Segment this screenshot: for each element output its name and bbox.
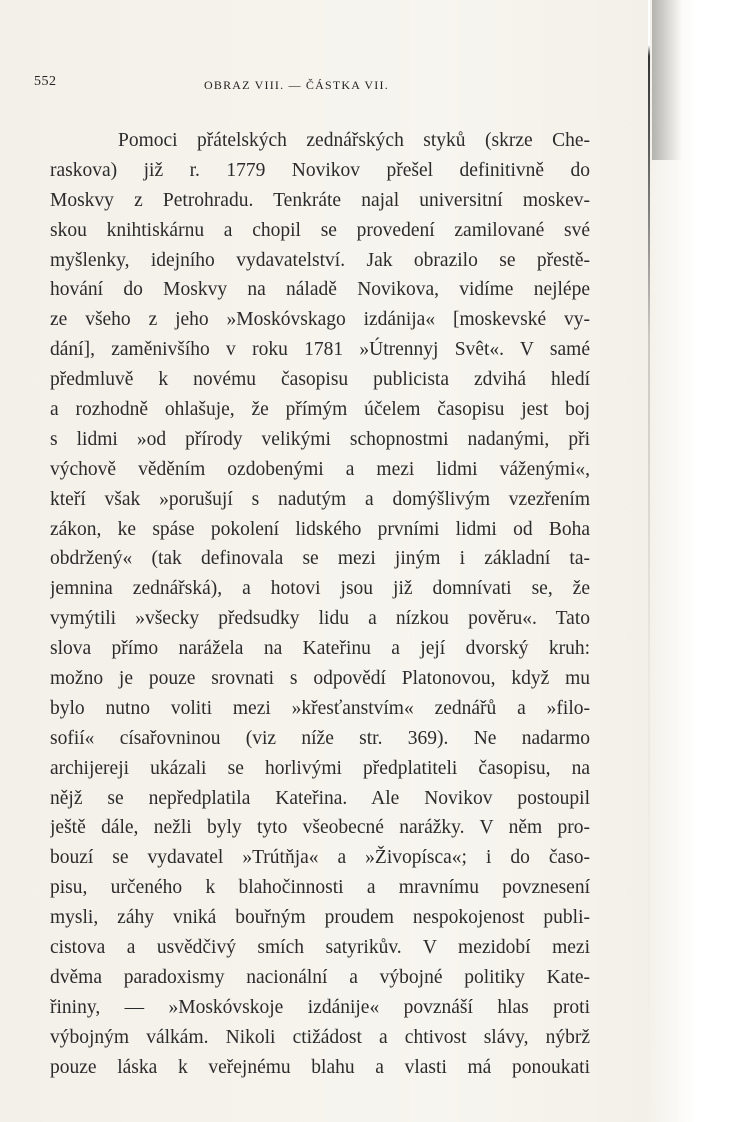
text-line: pisu, určeného k blahočinnosti a mravnímu povznesení xyxy=(50,877,590,899)
text-line: skou knihtiskárnu a chopil se provedení zamilované své xyxy=(50,219,590,241)
text-line: výbojným válkám. Nikoli ctižádost a chtivost slávy, nýbrž xyxy=(50,1026,590,1048)
text-line: ze všeho z jeho »Moskóvskago izdánija« [moskevské vy- xyxy=(50,309,590,331)
text-line: hování do Moskvy na náladě Novikova, vidíme nejlépe xyxy=(50,279,590,301)
text-line: kteří však »porušují s nadutým a domýšlivým vzezřením xyxy=(50,488,590,510)
text-line: bylo nutno voliti mezi »křesťanstvím« zednářů a »filo- xyxy=(50,697,590,719)
page-fold-line xyxy=(648,0,650,1122)
text-line: vymýtili »všecky předsudky lidu a nízkou pověru«. Tato xyxy=(50,608,590,630)
text-line: výchově věděním ozdobenými a mezi lidmi váženými«, xyxy=(50,458,590,480)
text-line: jemnina zednářská), a hotovi jsou již domnívati se, že xyxy=(50,578,590,600)
text-line: a rozhodně ohlašuje, že přímým účelem časopisu jest boj xyxy=(50,399,590,421)
page-edge xyxy=(646,0,738,1122)
text-line: myšlenky, idejního vydavatelství. Jak obrazilo se přestě- xyxy=(50,249,590,271)
text-line: zákon, ke spáse pokolení lidského prvními lidmi od Boha xyxy=(50,518,590,540)
text-line: nějž se nepředplatila Kateřina. Ale Novikov postoupil xyxy=(50,787,590,809)
text-line: sofií« císařovninou (viz níže str. 369). Ne nadarmo xyxy=(50,727,590,749)
page-corner-shadow xyxy=(652,0,682,160)
text-line: raskova) již r. 1779 Novikov přešel definitivně do xyxy=(50,159,590,181)
text-line: obdržený« (tak definovala se mezi jiným i základní ta- xyxy=(50,548,590,570)
text-line: Pomoci přátelských zednářských styků (skrze Che- xyxy=(118,130,590,151)
text-line: ještě dále, nežli byly tyto všeobecné narážky. V něm pro- xyxy=(50,817,590,839)
running-head: OBRAZ VIII. — ČÁSTKA VII. xyxy=(204,78,389,92)
text-line: předmluvě k novému časopisu publicista zdvihá hledí xyxy=(50,369,590,391)
text-line: mysli, záhy vniká bouřným proudem nespokojenost publi- xyxy=(50,907,590,929)
text-line: bouzí se vydavatel »Trútňja« a »Živopísca«; i do časo- xyxy=(50,847,590,869)
text-line: cistova a usvědčivý smích satyrikův. V mezidobí mezi xyxy=(50,937,590,959)
text-line: slova přímo narážela na Kateřinu a její dvorský kruh: xyxy=(50,638,590,660)
page-header xyxy=(34,74,634,98)
text-line: řininy, — »Moskóvskoje izdánije« povznáší hlas proti xyxy=(50,996,590,1018)
text-line: archijereji ukázali se horlivými předplatiteli časopisu, na xyxy=(50,757,590,779)
body-text xyxy=(50,126,590,1083)
text-line: Moskvy z Petrohradu. Tenkráte najal universitní moskev- xyxy=(50,189,590,211)
text-line: dání], zaměnivšího v roku 1781 »Útrennyj Svêt«. V samé xyxy=(50,339,590,361)
text-line: pouze láska k veřejnému blahu a vlasti má ponoukati xyxy=(50,1056,590,1078)
page-number: 552 xyxy=(34,74,57,89)
text-line: dvěma paradoxismy nacionální a výbojné politiky Kate- xyxy=(50,966,590,988)
text-line: možno je pouze srovnati s odpovědí Platonovou, když mu xyxy=(50,668,590,690)
text-line: s lidmi »od přírody velikými schopnostmi nadanými, při xyxy=(50,428,590,450)
